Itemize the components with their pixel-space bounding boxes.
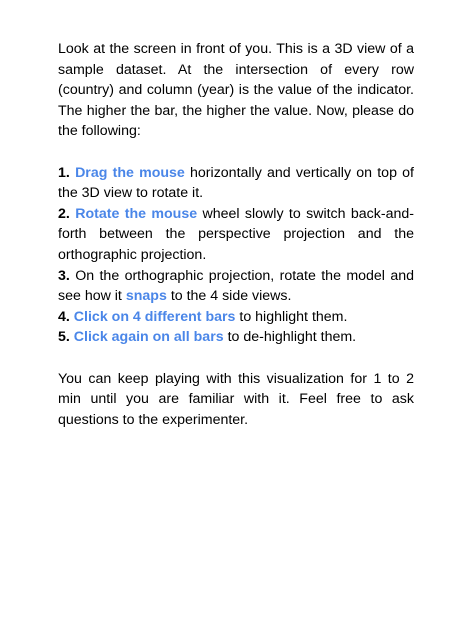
instructions-document bbox=[58, 39, 414, 430]
step-highlight: Click on 4 different bars bbox=[73, 308, 236, 325]
step-number: 4. bbox=[58, 308, 70, 325]
step-number: 2. bbox=[58, 205, 70, 222]
step-text: to the 4 side views. bbox=[170, 288, 292, 305]
step-text-pre: On the orthographic projection, rotate the model and see how it bbox=[58, 267, 414, 305]
closing-paragraph: You can keep playing with this visualization for 1 to 2 min until you are familiar with it. Feel free to ask questions to the experimenter. bbox=[58, 370, 414, 428]
step-number: 3. bbox=[58, 267, 70, 284]
step-text: horizontally and vertically on top of the 3D view to rotate it. bbox=[58, 164, 415, 202]
step-5 bbox=[58, 327, 414, 348]
step-2 bbox=[58, 204, 414, 266]
step-text: wheel slowly to switch back-and-forth between the perspective projection and the orthographic projection. bbox=[58, 205, 414, 263]
paragraph-spacer bbox=[58, 142, 414, 163]
step-1 bbox=[58, 163, 414, 204]
step-highlight: Click again on all bars bbox=[73, 329, 224, 346]
step-text: to highlight them. bbox=[239, 308, 348, 325]
intro-paragraph: Look at the screen in front of you. This is a 3D view of a sample dataset. At the intersection of every row (country) and column (year) is the value of the indicator. The higher the bar, the higher the value. Now, please do the following: bbox=[58, 41, 414, 140]
step-number: 5. bbox=[58, 329, 70, 346]
step-text: to de-highlight them. bbox=[227, 329, 357, 346]
step-number: 1. bbox=[58, 164, 70, 181]
step-highlight: snaps bbox=[125, 288, 167, 305]
step-3 bbox=[58, 266, 414, 307]
paragraph-spacer bbox=[58, 348, 414, 369]
step-4 bbox=[58, 307, 414, 328]
step-highlight: Rotate the mouse bbox=[75, 205, 198, 222]
step-highlight: Drag the mouse bbox=[75, 164, 185, 181]
